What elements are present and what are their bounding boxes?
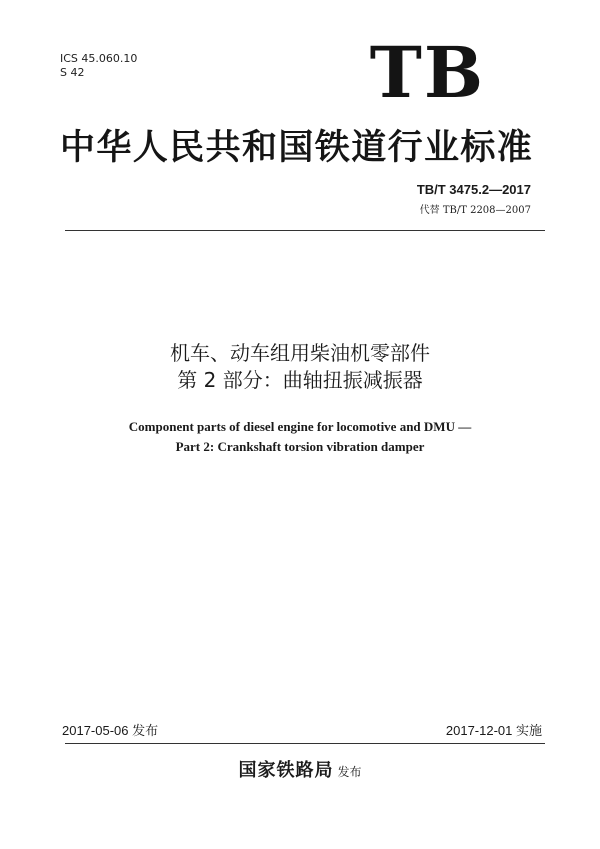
tb-logo: TB — [369, 31, 485, 114]
ics-code: ICS 45.060.10 — [60, 52, 138, 65]
standard-number: TB/T 3475.2—2017 — [416, 182, 531, 197]
standard-category-title: 中华人民共和国铁道行业标准 — [60, 127, 534, 168]
title-cn-line-1: 机车、动车组用柴油机零部件 — [170, 341, 430, 365]
bottom-divider — [65, 743, 545, 744]
publisher-name: 国家铁路局 — [238, 760, 334, 781]
classification-codes — [60, 52, 137, 80]
top-divider — [65, 230, 545, 231]
publisher-suffix: 发布 — [337, 765, 362, 779]
title-en-line-2: Part 2: Crankshaft torsion vibration damper — [175, 439, 425, 454]
title-cn-line-2: 第 2 部分：曲轴扭振减振器 — [177, 368, 423, 392]
title-en-line-1: Component parts of diesel engine for locomotive and DMU — — [128, 419, 472, 434]
effective-date: 2017-12-01 实施 — [445, 723, 542, 738]
issue-date: 2017-05-06 发布 — [62, 723, 159, 738]
ccs-code: S 42 — [60, 66, 85, 79]
replaces-note: 代替 TB/T 2208—2007 — [419, 205, 531, 216]
publisher — [0, 756, 600, 782]
